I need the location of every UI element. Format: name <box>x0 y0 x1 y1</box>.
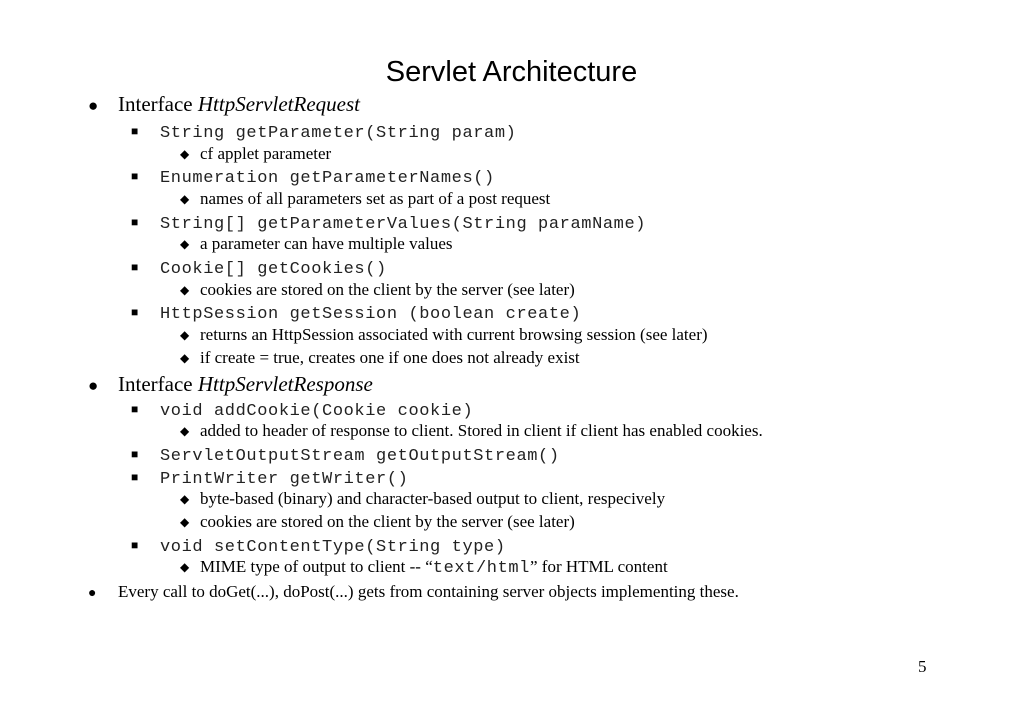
footer-note-text: Every call to doGet(...), doPost(...) gets from containing server objects implementing these. <box>118 582 739 601</box>
method-note <box>180 280 575 300</box>
method-signature: void addCookie(Cookie cookie) <box>160 402 474 421</box>
square-bullet-icon: ■ <box>131 447 139 461</box>
method-item <box>131 257 387 280</box>
method-signature: ServletOutputStream getOutputStream() <box>160 447 560 466</box>
method-note-text: added to header of response to client. Stored in client if client has enabled cookies. <box>200 421 763 440</box>
method-note <box>180 489 665 509</box>
method-note <box>180 234 453 254</box>
diamond-bullet-icon: ◆ <box>180 515 190 529</box>
method-signature: HttpSession getSession (boolean create) <box>160 305 582 324</box>
method-note <box>180 421 763 441</box>
square-bullet-icon: ■ <box>131 470 139 484</box>
method-item <box>131 302 581 325</box>
square-bullet-icon: ■ <box>131 305 139 319</box>
method-note-text: cookies are stored on the client by the server (see later) <box>200 512 575 531</box>
interface-label: Interface <box>118 372 198 396</box>
close-quote: ” <box>529 557 538 576</box>
method-signature: String getParameter(String param) <box>160 124 517 143</box>
bullet-icon: ● <box>88 96 99 115</box>
mime-suffix: for HTML content <box>537 557 668 576</box>
method-signature: Cookie[] getCookies() <box>160 260 387 279</box>
method-item <box>131 121 516 144</box>
diamond-bullet-icon: ◆ <box>180 328 190 342</box>
method-note <box>180 512 575 532</box>
interface-name: HttpServletRequest <box>197 92 360 116</box>
method-item <box>131 535 506 558</box>
bullet-icon: ● <box>88 586 97 601</box>
diamond-bullet-icon: ◆ <box>180 492 190 506</box>
mime-code: text/html <box>432 559 530 578</box>
interface-request-heading <box>88 92 360 118</box>
interface-label: Interface <box>118 92 198 116</box>
interface-response-heading <box>88 372 373 398</box>
diamond-bullet-icon: ◆ <box>180 237 190 251</box>
method-signature: PrintWriter getWriter() <box>160 470 409 489</box>
method-signature: void setContentType(String type) <box>160 538 506 557</box>
method-note <box>180 144 331 164</box>
method-note-text: byte-based (binary) and character-based output to client, respecively <box>200 489 666 508</box>
method-note-text: if create = true, creates one if one does not already exist <box>200 348 580 367</box>
square-bullet-icon: ■ <box>131 124 139 138</box>
method-item <box>131 444 560 467</box>
method-item <box>131 166 495 189</box>
bullet-icon: ● <box>88 376 99 395</box>
square-bullet-icon: ■ <box>131 402 139 416</box>
diamond-bullet-icon: ◆ <box>180 351 190 365</box>
method-signature: String[] getParameterValues(String paramName) <box>160 215 647 234</box>
method-signature: Enumeration getParameterNames() <box>160 169 495 188</box>
method-note <box>180 348 580 368</box>
method-note <box>180 557 668 579</box>
square-bullet-icon: ■ <box>131 538 139 552</box>
diamond-bullet-icon: ◆ <box>180 424 190 438</box>
method-note <box>180 325 708 345</box>
method-note-text: cf applet parameter <box>200 144 332 163</box>
method-note-text: a parameter can have multiple values <box>200 234 453 253</box>
method-note-text: returns an HttpSession associated with current browsing session (see later) <box>200 325 708 344</box>
method-item <box>131 467 408 490</box>
method-note <box>180 189 550 209</box>
footer-note <box>88 582 739 604</box>
diamond-bullet-icon: ◆ <box>180 147 190 161</box>
square-bullet-icon: ■ <box>131 215 139 229</box>
method-note-text: names of all parameters set as part of a post request <box>200 189 551 208</box>
diamond-bullet-icon: ◆ <box>180 560 190 574</box>
square-bullet-icon: ■ <box>131 169 139 183</box>
slide-title: Servlet Architecture <box>385 56 638 88</box>
interface-name: HttpServletResponse <box>197 372 373 396</box>
method-item <box>131 399 473 422</box>
open-quote: “ <box>425 557 433 576</box>
page-number: 5 <box>918 657 927 676</box>
diamond-bullet-icon: ◆ <box>180 192 190 206</box>
method-note-text: cookies are stored on the client by the server (see later) <box>200 280 575 299</box>
mime-prefix: MIME type of output to client -- <box>200 557 426 576</box>
square-bullet-icon: ■ <box>131 260 139 274</box>
method-item <box>131 212 646 235</box>
diamond-bullet-icon: ◆ <box>180 283 190 297</box>
